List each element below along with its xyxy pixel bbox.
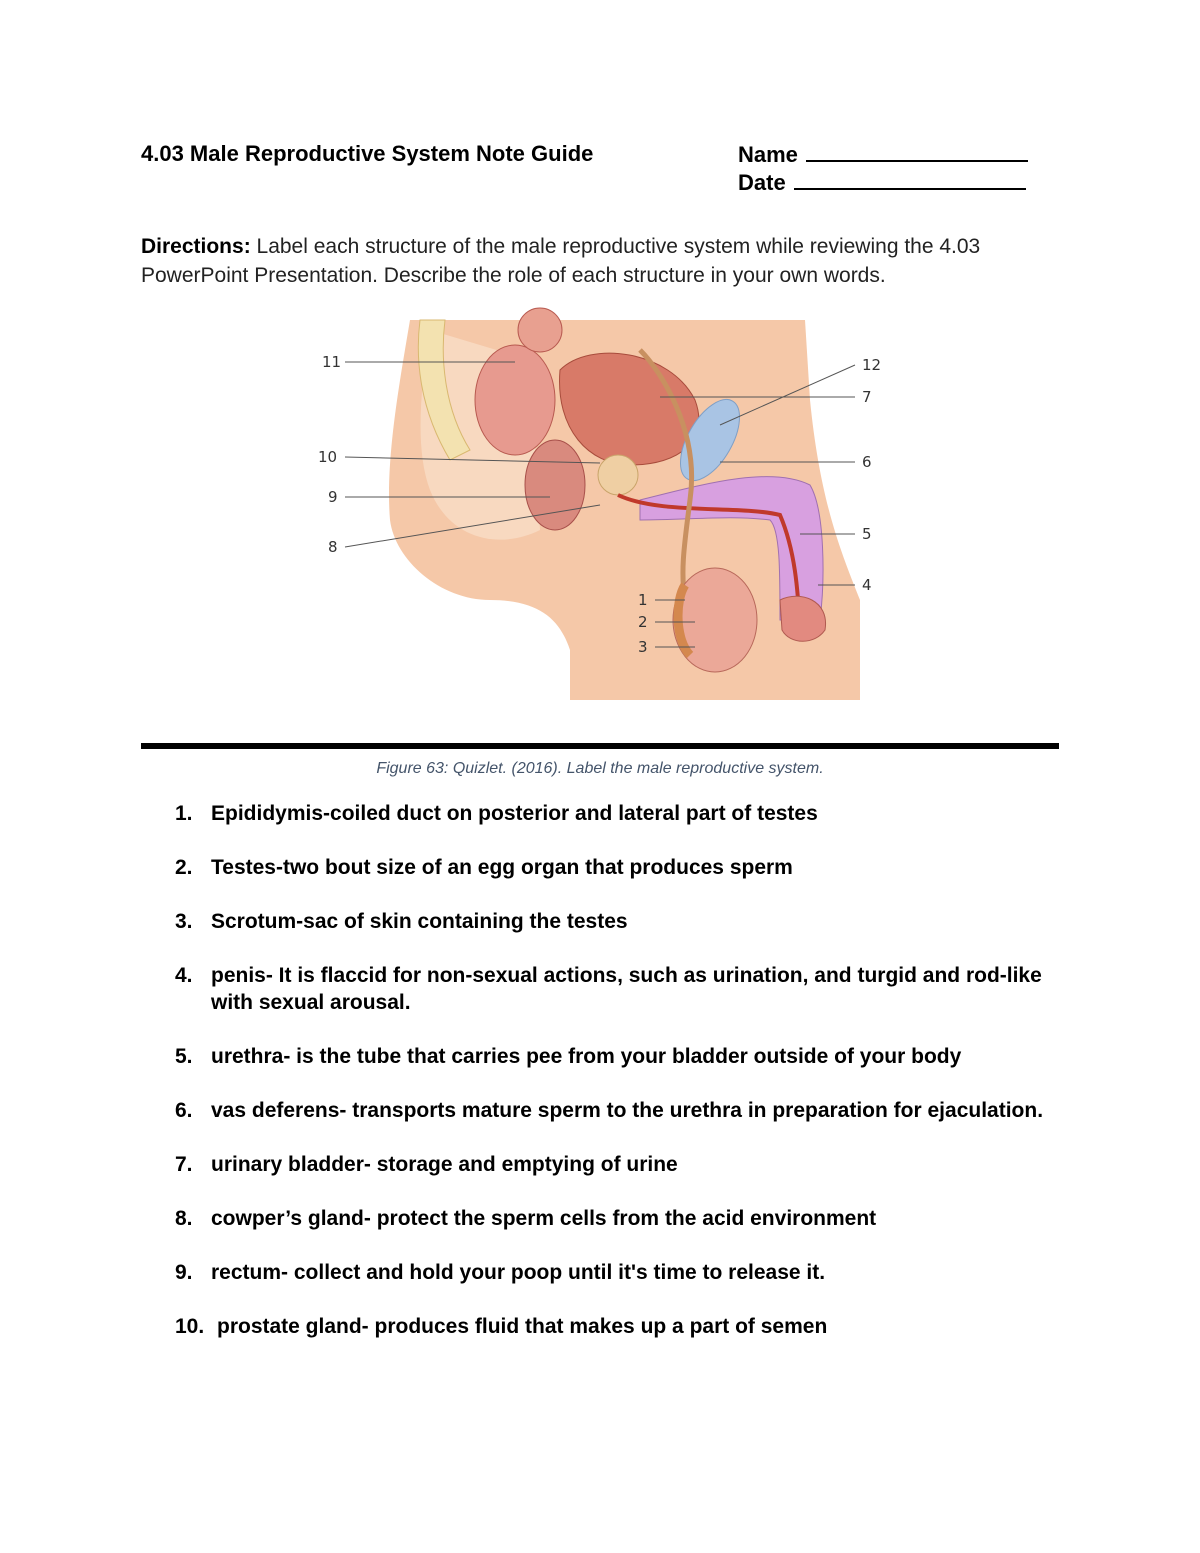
list-item xyxy=(175,800,1075,827)
header-fields xyxy=(738,141,1028,197)
item-number: 2. xyxy=(175,856,193,879)
answer-list xyxy=(175,800,1075,1367)
figure-label-5: 5 xyxy=(862,525,872,543)
item-text: vas deferens- transports mature sperm to the urethra in preparation for ejaculation. xyxy=(211,1099,1044,1122)
name-field[interactable] xyxy=(738,141,1028,169)
item-number: 3. xyxy=(175,910,193,933)
figure-label-4: 4 xyxy=(862,576,872,594)
item-text: rectum- collect and hold your poop until it's time to release it. xyxy=(211,1261,826,1284)
item-number: 1. xyxy=(175,802,193,825)
directions xyxy=(141,232,1041,290)
list-item xyxy=(175,1313,1075,1340)
list-item xyxy=(175,962,1075,1016)
list-item xyxy=(175,854,1075,881)
item-text: penis- It is flaccid for non-sexual actions, such as urination, and turgid and rod-like with sexual arousal. xyxy=(211,964,1042,1014)
item-text: Epididymis-coiled duct on posterior and lateral part of testes xyxy=(211,802,818,825)
list-item xyxy=(175,1151,1075,1178)
item-number: 10. xyxy=(175,1315,205,1338)
figure-label-2: 2 xyxy=(638,613,648,631)
anatomy-illustration xyxy=(300,300,900,720)
directions-label: Directions: xyxy=(141,235,251,258)
figure-label-7: 7 xyxy=(862,388,872,406)
figure-label-3: 3 xyxy=(638,638,648,656)
date-label: Date xyxy=(738,170,786,195)
list-item xyxy=(175,1043,1075,1070)
date-blank[interactable] xyxy=(794,170,1026,190)
figure-label-11: 11 xyxy=(322,353,342,371)
list-item xyxy=(175,1205,1075,1232)
figure-caption: Figure 63: Quizlet. (2016). Label the male reproductive system. xyxy=(376,760,824,777)
date-field[interactable] xyxy=(738,169,1028,197)
item-text: prostate gland- produces fluid that makes up a part of semen xyxy=(217,1315,828,1338)
item-text: cowper’s gland- protect the sperm cells from the acid environment xyxy=(211,1207,877,1230)
item-text: Testes-two bout size of an egg organ that produces sperm xyxy=(211,856,793,879)
item-number: 4. xyxy=(175,964,193,987)
item-number: 9. xyxy=(175,1261,193,1284)
rectum-shape xyxy=(525,440,585,530)
item-text: urinary bladder- storage and emptying of urine xyxy=(211,1153,678,1176)
page-title: 4.03 Male Reproductive System Note Guide xyxy=(141,141,594,166)
figure-label-6: 6 xyxy=(862,453,872,471)
colon xyxy=(518,308,562,352)
list-item xyxy=(175,908,1075,935)
horizontal-rule xyxy=(141,743,1059,749)
list-item xyxy=(175,1097,1075,1124)
item-text: urethra- is the tube that carries pee from your bladder outside of your body xyxy=(211,1045,962,1068)
item-number: 8. xyxy=(175,1207,193,1230)
item-text: Scrotum-sac of skin containing the testes xyxy=(211,910,628,933)
figure-label-8: 8 xyxy=(328,538,338,556)
item-number: 6. xyxy=(175,1099,193,1122)
list-item xyxy=(175,1259,1075,1286)
item-number: 7. xyxy=(175,1153,193,1176)
prostate-shape xyxy=(598,455,638,495)
figure-label-1: 1 xyxy=(638,591,648,609)
figure-label-12: 12 xyxy=(862,356,882,374)
name-blank[interactable] xyxy=(806,142,1028,162)
figure-label-9: 9 xyxy=(328,488,338,506)
directions-text: Label each structure of the male reproductive system while reviewing the 4.03 PowerPoint Presentation. Describe the role of each structure in your own words. xyxy=(141,235,981,287)
anatomy-figure xyxy=(300,300,900,720)
name-label: Name xyxy=(738,142,798,167)
item-number: 5. xyxy=(175,1045,193,1068)
figure-label-10: 10 xyxy=(318,448,338,466)
